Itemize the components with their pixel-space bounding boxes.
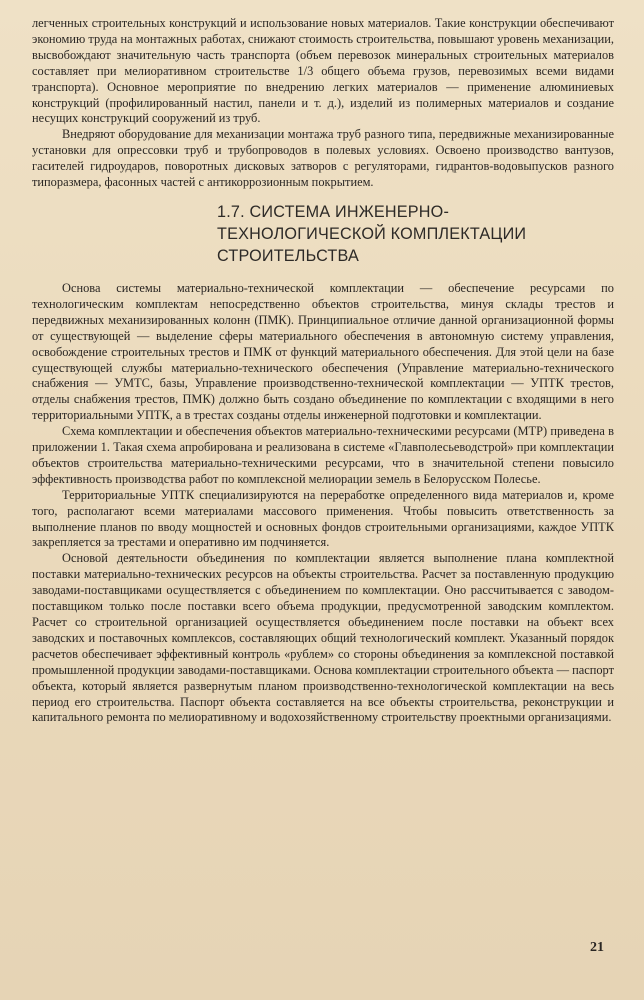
paragraph: Основа системы материально-технической комплектации — обеспечение ресурсами по технологическим комплектам непосредственно объектов строительства, минуя склады трестов и передвижных механизированных колонн (ПМК). Принципиальное отличие данной организационной формы от существующей — выделение сферы материального обеспечения в автономную систему управления, освобождение строительных трестов и ПМК от функций материального обеспечения. Для этой цели на базе существующей службы материально-технического обеспечения (Управление материально-технического снабжения — УМТС, базы, Управление производственно-технической комплектации — УПТК трестов, отделы снабжения трестов, ПМК) должно быть создано объединение по комплектации с входящими в него территориальными УПТК, а в трестах созданы отделы инженерной подготовки и комплектации.: [32, 280, 614, 423]
paragraph-continued: легченных строительных конструкций и использование новых материалов. Такие конструкции обеспечивают экономию труда на монтажных работах, снижают стоимость строительства, повышают уровень механизации, высвобождают значительную часть транспорта (объем перевозок минеральных строительных материалов составляет при мелиоративном строительстве 1/3 общего объема грузов, перевозимых всеми видами транспорта). Основное мероприятие по внедрению легких материалов — применение алюминиевых конструкций (профилированный настил, панели и т. д.), изделий из полимерных материалов и создание несущих конструкций сооружений из труб.: [32, 16, 614, 126]
paragraph: Внедряют оборудование для механизации монтажа труб разного типа, передвижные механизированные установки для опрессовки труб и трубопроводов в полевых условиях. Освоено производство вантузов, гасителей гидроударов, поворотных дисковых затворов с регуляторами, гидрантов-водовыпусков разного типоразмера, фасонных частей с антикоррозионным покрытием.: [32, 127, 614, 190]
heading-line: СТРОИТЕЛЬСТВА: [217, 246, 359, 265]
paragraph: Схема комплектации и обеспечения объектов материально-техническими ресурсами (МТР) приведена в приложении 1. Такая схема апробирована и реализована в системе «Главполесьеводстрой» при комплектации объектов строительства материально-техническими ресурсами, что в значительной степени повысило эффективность производства работ по комплексной мелиорации земель в Белорусском Полесье.: [32, 424, 614, 486]
section-heading: [32, 201, 614, 267]
page-number: 21: [590, 940, 604, 955]
paragraph: Основой деятельности объединения по комплектации является выполнение плана комплектной поставки материально-технических ресурсов на объекты строительства. Расчет за поставленную продукцию заводами-поставщиками осуществляется с объединением по комплектации. Оно рассчитывается с заводом-поставщиком только после поставки всего объема продукции, предусмотренной заводским комплектом. Расчет со строительной организацией осуществляется объединением после поставки на объект всех заводских и поставочных комплексов, составляющих общий технологический комплект. Указанный порядок расчетов обеспечивает эффективный контроль «рублем» со стороны объединения за комплексной поставкой промышленной продукции заводами-поставщиками. Основа комплектации строительного объекта — паспорт объекта, который является развернутым планом производственно-технологической комплектации на весь период его строительства. Паспорт объекта составляется на все объекты строительства, реконструкции и капитального ремонта по мелиоративному и водохозяйственному строительству проектными организациями.: [32, 551, 614, 725]
heading-line: 1.7. СИСТЕМА ИНЖЕНЕРНО-: [217, 202, 450, 221]
paragraph: Территориальные УПТК специализируются на переработке определенного вида материалов и, кроме того, располагают всеми материалами массового применения. Чтобы повысить ответственность за выполнение планов по вводу мощностей и основных фондов строительными организациями, каждое УПТК закрепляется за трестами и оперативно им подчиняется.: [32, 487, 614, 550]
heading-line: ТЕХНОЛОГИЧЕСКОЙ КОМПЛЕКТАЦИИ: [217, 224, 527, 243]
